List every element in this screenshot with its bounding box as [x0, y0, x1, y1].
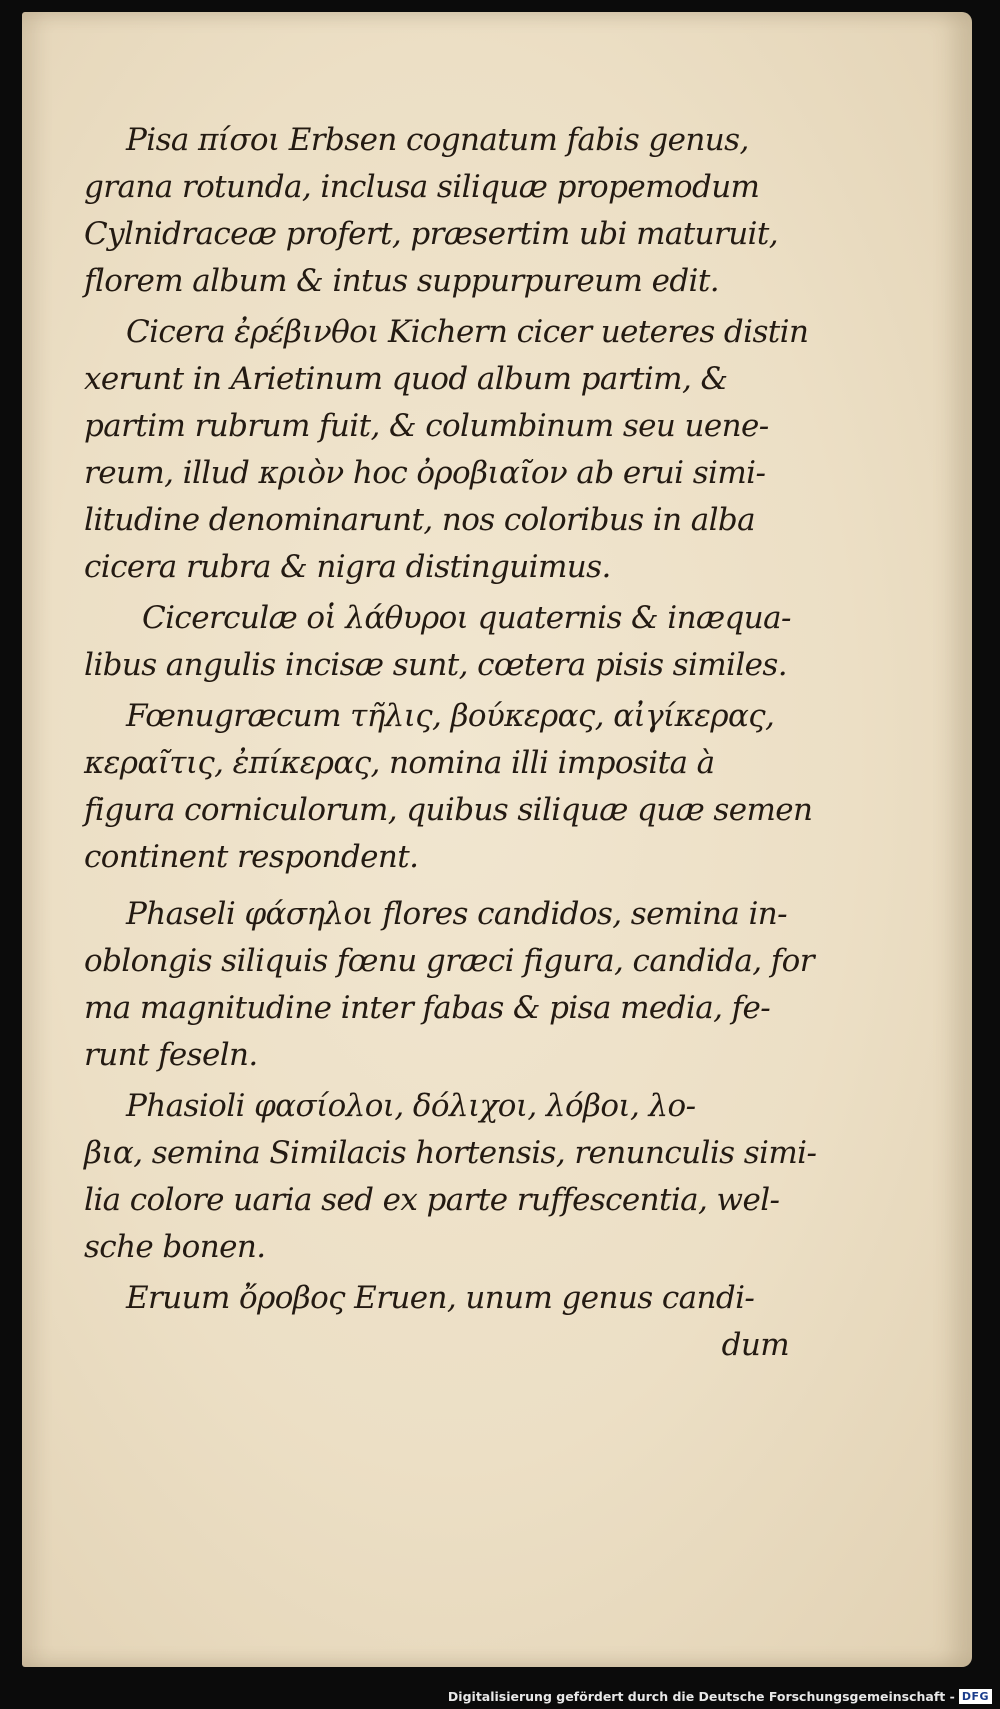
text-line: libus angulis incisæ sunt, cœtera pisis similes.	[84, 647, 787, 683]
book-page	[22, 12, 972, 1667]
digitization-credit	[448, 1689, 992, 1704]
text-line: grana rotunda, inclusa siliquæ propemodum	[84, 169, 760, 205]
text-line: Phaseli φάσηλοι flores candidos, semina in-	[126, 896, 788, 932]
text-line: cicera rubra & nigra distinguimus.	[84, 549, 611, 585]
credit-text: Digitalisierung gefördert durch die Deutsche Forschungsgemeinschaft -	[447, 1689, 955, 1704]
text-line: βια, semina Similacis hortensis, renunculis simi-	[84, 1135, 817, 1171]
text-line: litudine denominarunt, nos coloribus in alba	[84, 502, 756, 538]
page-text	[84, 117, 817, 1369]
text-line: Pisa πίσοι Erbsen cognatum fabis genus,	[126, 122, 749, 158]
text-line: ma magnitudine inter fabas & pisa media, fe-	[84, 990, 771, 1026]
catchword: dum	[721, 1327, 789, 1363]
text-line: partim rubrum fuit, & columbinum seu uene-	[84, 408, 769, 444]
text-line: Cicera ἐρέβινθοι Kichern cicer ueteres distin	[126, 314, 809, 350]
text-line: Cylnidraceæ profert, præsertim ubi maturuit,	[84, 216, 778, 252]
text-line: xerunt in Arietinum quod album partim, &	[84, 361, 728, 397]
text-line: sche bonen.	[84, 1229, 266, 1265]
text-line: florem album & intus suppurpureum edit.	[84, 263, 719, 299]
text-line: Eruum ὄροβος Eruen, unum genus candi-	[126, 1280, 755, 1316]
text-line: figura corniculorum, quibus siliquæ quæ semen	[84, 792, 813, 828]
text-line: runt feseln.	[84, 1037, 258, 1073]
text-line: reum, illud κριὸν hoc ὀροβιαῖον ab erui simi-	[84, 455, 766, 491]
text-line: oblongis siliquis fœnu græci figura, candida, for	[84, 943, 814, 979]
text-line: lia colore uaria sed ex parte ruffescentia, wel-	[84, 1182, 780, 1218]
text-line: κεραῖτις, ἐπίκερας, nomina illi imposita à	[84, 745, 715, 781]
text-line: continent respondent.	[84, 839, 419, 875]
dfg-logo: DFG	[959, 1689, 992, 1704]
text-line: Cicerculæ οἱ λάθυροι quaternis & inæqua-	[142, 600, 791, 636]
text-line: Phasioli φασίολοι, δόλιχοι, λόβοι, λο-	[126, 1088, 696, 1124]
text-line: Fœnugræcum τῆλις, βούκερας, αἰγίκερας,	[126, 698, 775, 734]
